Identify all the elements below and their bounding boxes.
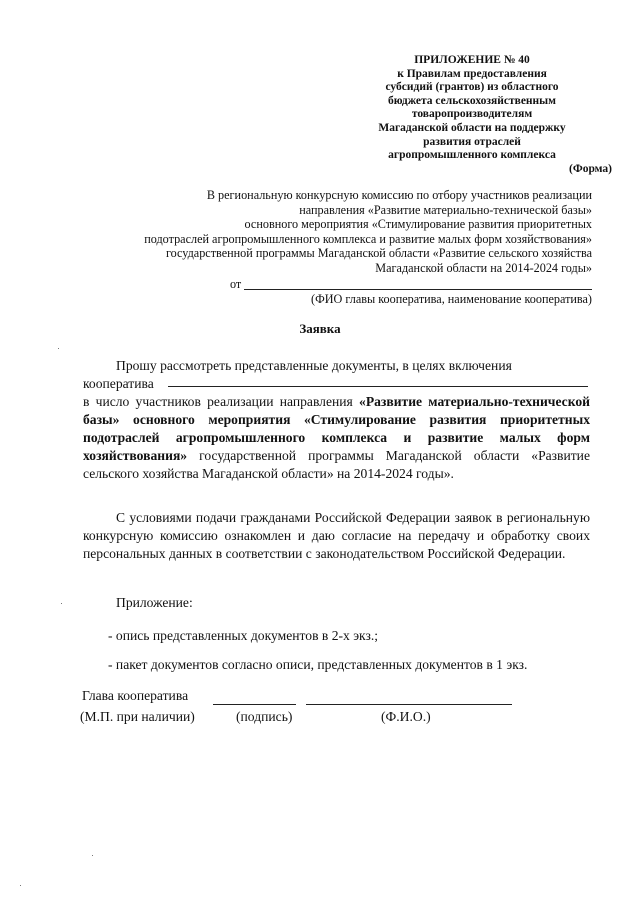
attachment-item: - опись представленных документов в 2-х экз.; [108, 628, 379, 643]
scan-speck [20, 885, 21, 886]
from-label: от [230, 277, 242, 291]
addressee-line: В региональную конкурсную комиссию по отбору участников реализации [206, 188, 592, 202]
appendix-line: субсидий (грантов) из областного [385, 81, 559, 94]
appendix-line: товаропроизводителям [411, 108, 533, 121]
document-title: Заявка [299, 321, 341, 336]
fio-blank-line[interactable] [306, 704, 512, 705]
addressee-line: основного мероприятия «Стимулирование развития приоритетных [244, 217, 592, 231]
cooperative-label: кооператива [83, 376, 154, 391]
addressee-block [72, 188, 592, 275]
request-text: в число участников реализации направления [83, 394, 360, 409]
scan-speck [61, 603, 62, 604]
fio-caption: (ФИО главы кооператива, наименование кооператива) [311, 292, 592, 306]
appendix-header [352, 54, 612, 176]
attachments-label: Приложение: [116, 595, 193, 610]
request-bold-text: «Развитие материально-технической базы» основного мероприятия «Стимулирование развития приоритетных подотраслей агропромышленного комплекса и развитие малых форм хозяйствования» [83, 394, 590, 463]
addressee-line: подотраслей агропромышленного комплекса и развитие малых форм хозяйствования» [144, 231, 592, 246]
addressee-line: государственной программы Магаданской области «Развитие сельского хозяйства [165, 246, 592, 260]
head-label: Глава кооператива [82, 688, 189, 703]
addressee-line: направления «Развитие материально-технической базы» [299, 202, 592, 217]
fio-caption-bottom: (Ф.И.О.) [381, 709, 431, 724]
appendix-line: к Правилам предоставления [397, 67, 547, 80]
appendix-line: Магаданской области на поддержку [378, 121, 566, 134]
appendix-line: развития отраслей [423, 135, 521, 148]
from-blank-line [244, 289, 592, 290]
scan-speck [58, 348, 59, 349]
from-field[interactable] [230, 277, 592, 292]
form-mark: (Форма) [568, 162, 612, 175]
request-paragraph [83, 393, 590, 483]
appendix-line: бюджета сельскохозяйственным [388, 94, 556, 107]
seal-label: (М.П. при наличии) [80, 709, 195, 724]
addressee-line: Магаданской области на 2014-2024 годы» [375, 260, 592, 275]
request-line-1: Прошу рассмотреть представленные документы, в целях включения [116, 358, 512, 373]
signature-blank-line[interactable] [213, 704, 296, 705]
appendix-line: агропромышленного комплекса [388, 149, 556, 162]
scan-speck [92, 855, 93, 856]
appendix-title: ПРИЛОЖЕНИЕ № 40 [414, 54, 530, 66]
request-text: государственной программы Магаданской области «Развитие сельского хозяйства Магаданской области» на 2014-2024 годы». [83, 448, 590, 481]
signature-caption: (подпись) [236, 709, 293, 724]
cooperative-blank-line[interactable] [168, 386, 588, 387]
attachment-item: - пакет документов согласно описи, представленных документов в 1 экз. [108, 657, 528, 672]
consent-paragraph: С условиями подачи гражданами Российской Федерации заявок в региональную конкурсную комиссию ознакомлен и даю согласие на передачу и обработку своих персональных данных в соответствии с законодательством Российской Федерации. [83, 510, 590, 561]
